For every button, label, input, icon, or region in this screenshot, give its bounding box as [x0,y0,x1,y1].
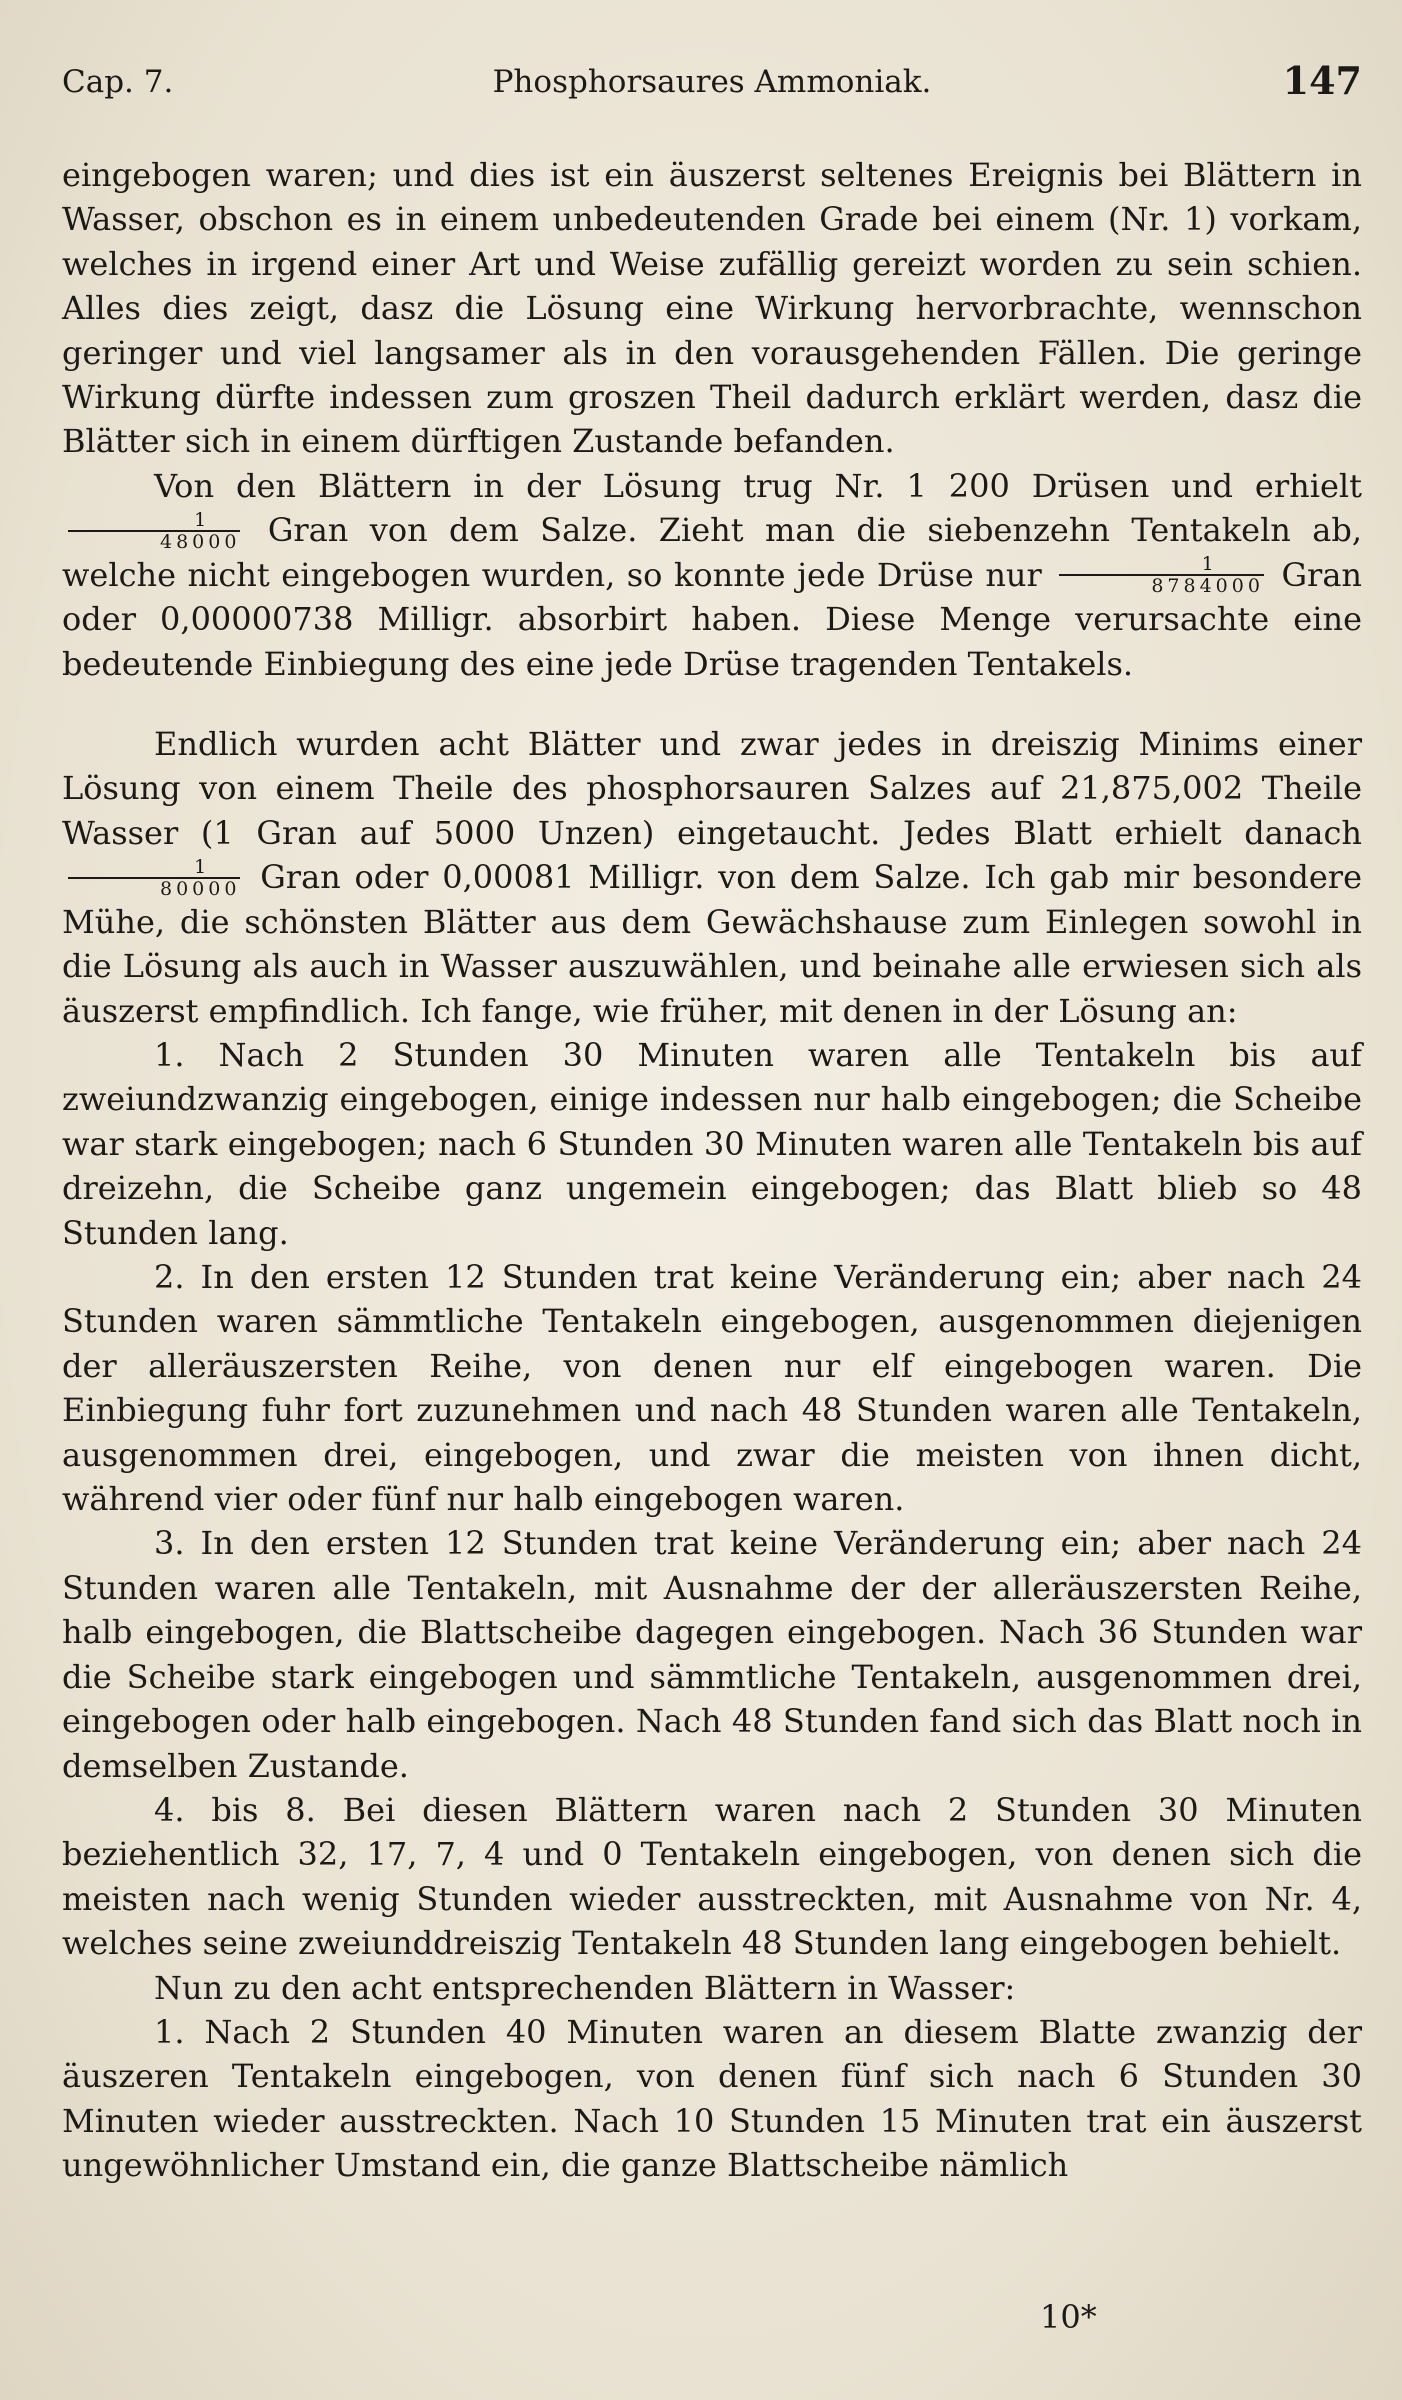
paragraph-2-text-b: Gran von dem Salze. Zieht man die siebenzehn Tentakeln ab, welche nicht eingebogen wurden, so konnte jede Drüse nur [62,511,1363,594]
paragraph-3 [62,722,1362,1033]
fraction-1-numerator: 1 [68,511,240,532]
paragraph-3-text-a: Endlich wurden acht Blätter und zwar jedes in dreiszig Minims einer Lösung von einem Theile des phosphorsauren Salzes auf 21,875,002 Theile Wasser (1 Gran auf 5000 Unzen) eingetaucht. Jedes Blatt erhielt danach [62,725,1362,852]
paragraph-2-text-a: Von den Blättern in der Lösung trug Nr. 1 200 Drüsen und erhielt [154,466,1362,505]
paragraph-9: 1. Nach 2 Stunden 40 Minuten waren an diesem Blatte zwanzig der äuszeren Tentakeln eingebogen, von denen fünf sich nach 6 Stunden 30 Minuten wieder ausstreckten. Nach 10 Stunden 15 Minuten trat ein äuszerst ungewöhnlicher Umstand ein, die ganze Blattscheibe nämlich [62,2012,1362,2185]
fraction-1 [68,508,241,553]
running-header [62,58,1362,108]
fraction-2-numerator: 1 [1059,555,1264,576]
fraction-2 [1059,553,1264,598]
paragraph-7: 4. bis 8. Bei diesen Blättern waren nach 2 Stunden 30 Minuten beziehentlich 32, 17, 7, 4 und 0 Tentakeln eingebogen, von denen sich die meisten nach wenig Stunden wieder ausstreckten, mit Ausnahme von Nr. 4, welches seine zweiunddreiszig Tentakeln 48 Stunden lang eingebogen behielt. [62,1790,1362,1963]
paragraph-3-text-b: Gran oder 0,00081 Milligr. von dem Salze. Ich gab mir besondere Mühe, die schönsten Blätter aus dem Gewächshause zum Einlegen sowohl in die Lösung als auch in Wasser auszuwählen, und beinahe alle erwiesen sich als äuszerst empfindlich. Ich fange, wie früher, mit denen in der Lösung an: [62,858,1363,1030]
paragraph-6: 3. In den ersten 12 Stunden trat keine Veränderung ein; aber nach 24 Stunden waren alle Tentakeln, mit Ausnahme der der alleräuszersten Reihe, halb eingebogen, die Blattscheibe dagegen eingebogen. Nach 36 Stunden war die Scheibe stark eingebogen und sämmtliche Tentakeln, ausgenommen drei, eingebogen oder halb eingebogen. Nach 48 Stunden fand sich das Blatt noch in demselben Zustande. [62,1524,1362,1785]
fraction-3 [68,855,241,900]
paragraph-4: 1. Nach 2 Stunden 30 Minuten waren alle Tentakeln bis auf zweiundzwanzig eingebogen, einige indessen nur halb eingebogen; die Scheibe war stark eingebogen; nach 6 Stunden 30 Minuten waren alle Tentakeln bis auf dreizehn, die Scheibe ganz ungemein eingebogen; das Blatt blieb so 48 Stunden lang. [62,1036,1362,1252]
fraction-3-numerator: 1 [68,858,240,879]
paragraph-8: Nun zu den acht entsprechenden Blättern in Wasser: [154,1968,1016,2007]
running-title: Phosphorsaures Ammoniak. [492,64,932,100]
page-number: 147 [1282,58,1362,103]
page-body [62,153,1362,2188]
signature-mark: 10* [1040,2298,1097,2336]
paragraph-2-text-c: Gran oder 0,00000738 Milligr. absorbirt haben. Diese Menge verursachte eine bedeutende Einbiegung des eine jede Drüse tragenden Tentakels. [62,555,1362,683]
paragraph-2 [62,464,1362,686]
fraction-3-denominator: 80000 [160,877,241,900]
paragraph-5: 2. In den ersten 12 Stunden trat keine Veränderung ein; aber nach 24 Stunden waren sämmtliche Tentakeln eingebogen, ausgenommen diejenigen der alleräuszersten Reihe, von denen nur elf eingebogen waren. Die Einbiegung fuhr fort zuzunehmen und nach 48 Stunden waren alle Tentakeln, ausgenommen drei, eingebogen, und zwar die meisten von ihnen dicht, während vier oder fünf nur halb eingebogen waren. [62,1258,1362,1519]
paragraph-1: eingebogen waren; und dies ist ein äuszerst seltenes Ereignis bei Blättern in Wasser, obschon es in einem unbedeutenden Grade bei einem (Nr. 1) vorkam, welches in irgend einer Art und Weise zufällig gereizt worden zu sein schien. Alles dies zeigt, dasz die Lösung eine Wirkung hervorbrachte, wennschon geringer und viel langsamer als in den vorausgehenden Fällen. Die geringe Wirkung dürfte indessen zum groszen Theil dadurch erklärt werden, dasz die Blätter sich in einem dürftigen Zustande befanden. [62,156,1362,461]
chapter-label: Cap. 7. [62,64,174,100]
fraction-1-denominator: 48000 [160,530,241,553]
fraction-2-denominator: 8784000 [1151,575,1264,598]
